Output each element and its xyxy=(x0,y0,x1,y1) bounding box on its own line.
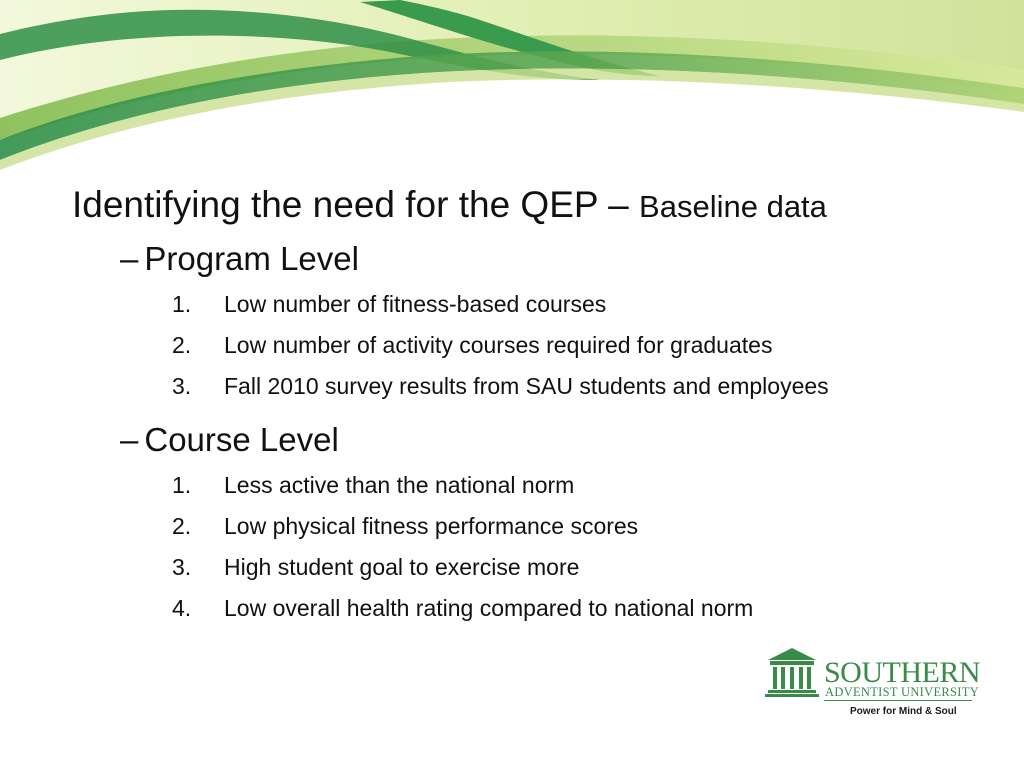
numbered-list xyxy=(72,284,972,407)
list-item xyxy=(172,284,972,325)
numbered-list xyxy=(72,465,972,629)
logo-name: SOUTHERN xyxy=(824,656,981,689)
list-item-number: 3. xyxy=(172,373,192,399)
section-course-level xyxy=(72,417,972,629)
slide-subtitle: Baseline data xyxy=(639,189,827,224)
slide-title-main: Identifying the need for the QEP – xyxy=(72,184,629,225)
list-item-number: 2. xyxy=(172,513,192,539)
list-item xyxy=(172,366,972,407)
list-item-text: Less active than the national norm xyxy=(224,472,575,498)
section-heading xyxy=(120,417,972,463)
list-item-number: 3. xyxy=(172,554,192,580)
header-swoosh-decoration xyxy=(0,0,1024,200)
logo-subname: ADVENTIST UNIVERSITY xyxy=(825,685,980,699)
list-item-number: 1. xyxy=(172,291,192,317)
section-heading-text: Program Level xyxy=(144,240,359,277)
list-item xyxy=(172,465,972,506)
section-program-level xyxy=(72,236,972,407)
list-item-number: 1. xyxy=(172,472,192,498)
list-item-text: Fall 2010 survey results from SAU students and employees xyxy=(224,373,829,399)
section-heading-text: Course Level xyxy=(144,421,339,458)
list-item-number: 4. xyxy=(172,595,192,621)
list-item xyxy=(172,588,972,629)
slide-content xyxy=(72,178,972,639)
list-item-text: Low physical fitness performance scores xyxy=(224,513,639,539)
list-item-text: Low number of activity courses required for graduates xyxy=(224,332,773,358)
list-item-number: 2. xyxy=(172,332,192,358)
slide-title xyxy=(72,178,972,234)
list-item-text: Low overall health rating compared to national norm xyxy=(224,595,754,621)
logo-tagline: Power for Mind & Soul xyxy=(850,706,957,717)
list-item xyxy=(172,506,972,547)
university-logo xyxy=(764,642,980,722)
logo-divider xyxy=(824,700,972,701)
list-item xyxy=(172,547,972,588)
building-icon xyxy=(764,644,820,698)
list-item xyxy=(172,325,972,366)
section-heading xyxy=(120,236,972,282)
dash-bullet: – xyxy=(120,421,139,458)
dash-bullet: – xyxy=(120,240,139,277)
list-item-text: Low number of fitness-based courses xyxy=(224,291,607,317)
list-item-text: High student goal to exercise more xyxy=(224,554,580,580)
